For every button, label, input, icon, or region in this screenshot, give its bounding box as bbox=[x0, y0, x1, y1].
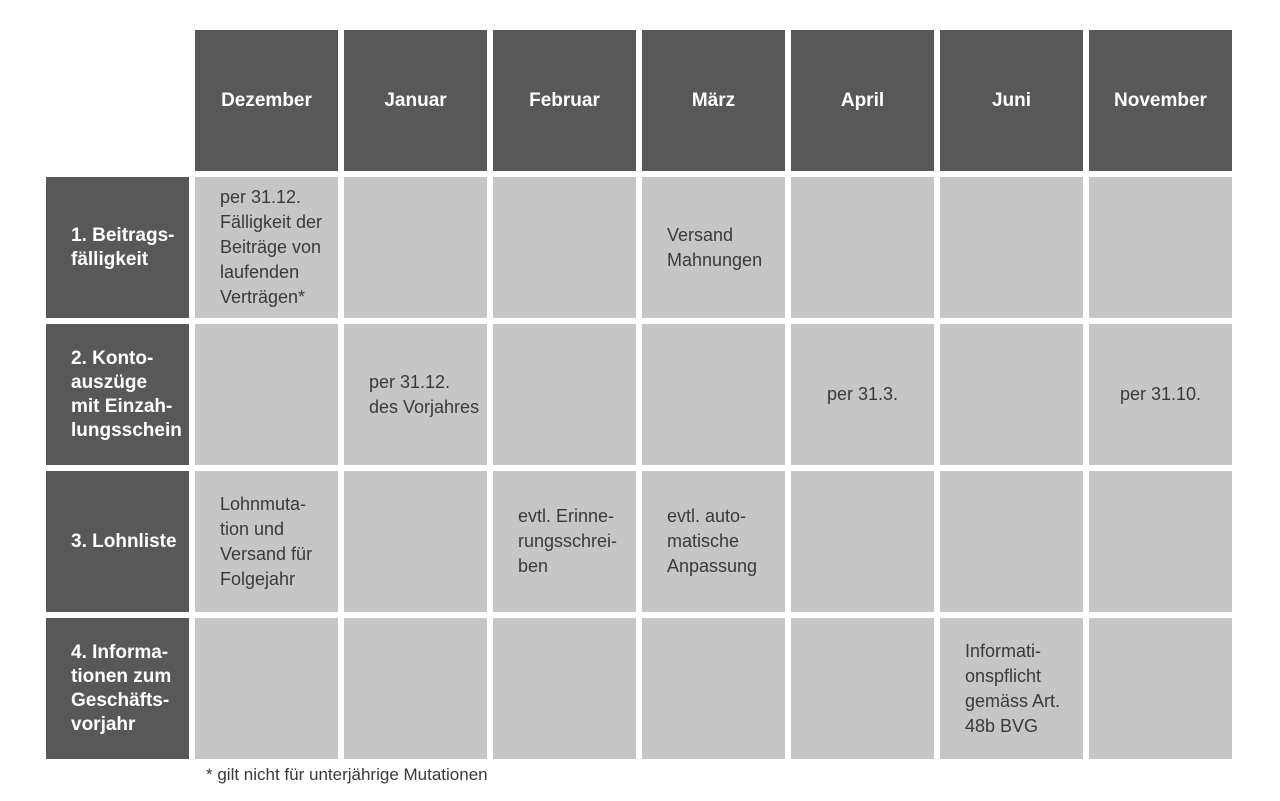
table-cell bbox=[940, 324, 1083, 465]
row-header-beitragsfaelligkeit: 1. Beitrags- fälligkeit bbox=[46, 177, 189, 318]
table-corner bbox=[46, 30, 189, 171]
column-header-januar: Januar bbox=[344, 30, 487, 171]
schedule-table bbox=[46, 30, 1232, 759]
table-cell bbox=[1089, 618, 1232, 759]
table-cell bbox=[1089, 177, 1232, 318]
table-cell bbox=[493, 618, 636, 759]
row-header-informationen: 4. Informa- tionen zum Geschäfts- vorjahr bbox=[46, 618, 189, 759]
table-cell bbox=[940, 471, 1083, 612]
table-cell: per 31.10. bbox=[1089, 324, 1232, 465]
column-header-april: April bbox=[791, 30, 934, 171]
table-cell bbox=[493, 177, 636, 318]
table-cell bbox=[791, 618, 934, 759]
table-cell bbox=[344, 618, 487, 759]
table-cell bbox=[493, 324, 636, 465]
table-cell bbox=[791, 177, 934, 318]
column-header-maerz: März bbox=[642, 30, 785, 171]
table-cell: per 31.3. bbox=[791, 324, 934, 465]
column-header-dezember: Dezember bbox=[195, 30, 338, 171]
table-cell bbox=[195, 618, 338, 759]
footnote: * gilt nicht für unterjährige Mutationen bbox=[206, 765, 488, 784]
table-cell: Lohnmuta- tion und Versand für Folgejahr bbox=[195, 471, 338, 612]
column-header-juni: Juni bbox=[940, 30, 1083, 171]
table-cell: Informati- onspflicht gemäss Art. 48b BVG bbox=[940, 618, 1083, 759]
table-cell: per 31.12. Fälligkeit der Beiträge von laufenden Verträgen* bbox=[195, 177, 338, 318]
table-cell bbox=[791, 471, 934, 612]
table-cell bbox=[344, 471, 487, 612]
row-header-lohnliste: 3. Lohnliste bbox=[46, 471, 189, 612]
column-header-februar: Februar bbox=[493, 30, 636, 171]
table-cell bbox=[642, 618, 785, 759]
table-cell bbox=[344, 177, 487, 318]
column-header-november: November bbox=[1089, 30, 1232, 171]
table-cell: evtl. Erinne- rungsschrei- ben bbox=[493, 471, 636, 612]
row-header-kontoauszuege: 2. Konto- auszüge mit Einzah- lungsschein bbox=[46, 324, 189, 465]
table-cell bbox=[195, 324, 338, 465]
table-cell: Versand Mahnungen bbox=[642, 177, 785, 318]
table-cell bbox=[1089, 471, 1232, 612]
table-cell bbox=[940, 177, 1083, 318]
table-cell: per 31.12. des Vorjahres bbox=[344, 324, 487, 465]
table-cell: evtl. auto- matische Anpassung bbox=[642, 471, 785, 612]
table-cell bbox=[642, 324, 785, 465]
